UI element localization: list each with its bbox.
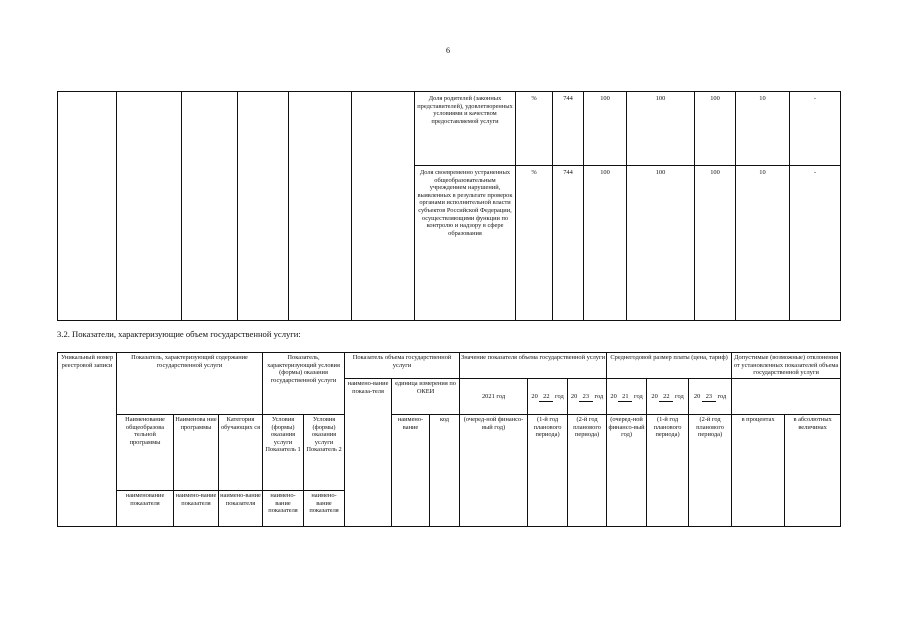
sub-deviation-absolute: в абсолютных величинах [785,415,841,527]
indicator-name: Доля родителей (законных представителей), удовлетворенных условиями и качеством предоставляемой услуги [415,92,516,166]
indicators-quality-table [57,91,841,321]
empty-cell [182,92,238,321]
table-header-row [58,353,841,379]
table-row [58,92,841,166]
sub-first-plan-year: (1-й год планового периода) [528,415,568,527]
header-year-2021: 2021 год [460,379,528,415]
sub-price-second-year: (2-й год планового периода) [689,415,732,527]
indicator-value-2: 100 [627,92,695,166]
header-volume: Показатель объема государственной услуги [345,353,460,379]
indicator-value-1: 100 [584,166,627,321]
sub-indicator-name-1: наименование показателя [117,491,174,527]
header-year-2022: 20 22 год [528,379,568,415]
indicator-value-3: 100 [695,92,736,166]
empty-cell [732,379,841,415]
indicator-okei: 744 [553,92,584,166]
sub-unit-name: наимено-вание [392,415,430,527]
indicator-deviation-percent: 10 [736,166,790,321]
section-title: 3.2. Показатели, характеризующие объем государственной услуги: [57,329,301,339]
volume-indicators-table [57,352,841,527]
sub-indicator-name-2: наимено-вание показателя [174,491,219,527]
sub-fin-year: (очеред-ной финансо-вый год) [460,415,528,527]
header-price-2022: 20 22 год [647,379,689,415]
empty-cell [58,92,117,321]
header-value: Значение показателя объема государственной услуги [460,353,607,379]
empty-cell [352,92,415,321]
indicator-okei: 744 [553,166,584,321]
indicator-value-3: 100 [695,166,736,321]
indicator-deviation-percent: 10 [736,92,790,166]
table-header-row [58,415,841,491]
sub-condition-2: Условия (формы) оказания услуги Показатель 2 [304,415,345,491]
sub-category: Категория обучающих ся [219,415,263,491]
sub-edu-program-name: Наименование общеобразова тельной программы [117,415,174,491]
sub-condition-1: Условия (формы) оказания услуги Показатель 1 [263,415,304,491]
indicator-unit: % [516,166,553,321]
sub-deviation-percent: в процентах [732,415,785,527]
indicator-value-1: 100 [584,92,627,166]
sub-program-name: Наименова ние программы [174,415,219,491]
sub-indicator-name-4: наимено-вание показателя [263,491,304,527]
sub-indicator-name-3: наимено-вание показателя [219,491,263,527]
indicator-unit: % [516,92,553,166]
header-unique-number: Уникальный номер реестровой записи [58,353,117,527]
header-conditions: Показатель, характеризующий условия (формы) оказания государственной услуги [263,353,345,415]
sub-second-plan-year: (2-й год планового периода) [568,415,607,527]
header-year-2023: 20 23 год [568,379,607,415]
indicator-deviation-absolute: - [790,166,841,321]
sub-price-first-year: (1-й год планового периода) [647,415,689,527]
sub-unit-code: код [430,415,460,527]
header-unit-okei: единица измерения по ОКЕИ [392,379,460,415]
header-content: Показатель, характеризующий содержание государственной услуги [117,353,263,415]
header-price-2021: 20 21 год [607,379,647,415]
header-deviation: Допустимые (возможные) отклонения от установленных показателей объема государственной услуги [732,353,841,379]
indicator-value-2: 100 [627,166,695,321]
page-number: 6 [446,46,450,55]
empty-cell [117,92,182,321]
indicator-deviation-absolute: - [790,92,841,166]
header-price: Среднегодовой размер платы (цена, тариф) [607,353,732,379]
sub-indicator-name-5: наимено-вание показателя [304,491,345,527]
empty-cell [238,92,289,321]
indicator-name: Доля своевременно устраненных общеобразовательным учреждением нарушений, выявленных в результате проверок органами исполнительной власти субъектов Российской Федерации, осуществляющими функции по контролю и надзору в сфере образования [415,166,516,321]
empty-cell [289,92,352,321]
header-price-2023: 20 23 год [689,379,732,415]
header-indicator-name: наимено-вание показа-теля [345,379,392,527]
sub-price-fin-year: (очеред-ной финансо-вый год) [607,415,647,527]
